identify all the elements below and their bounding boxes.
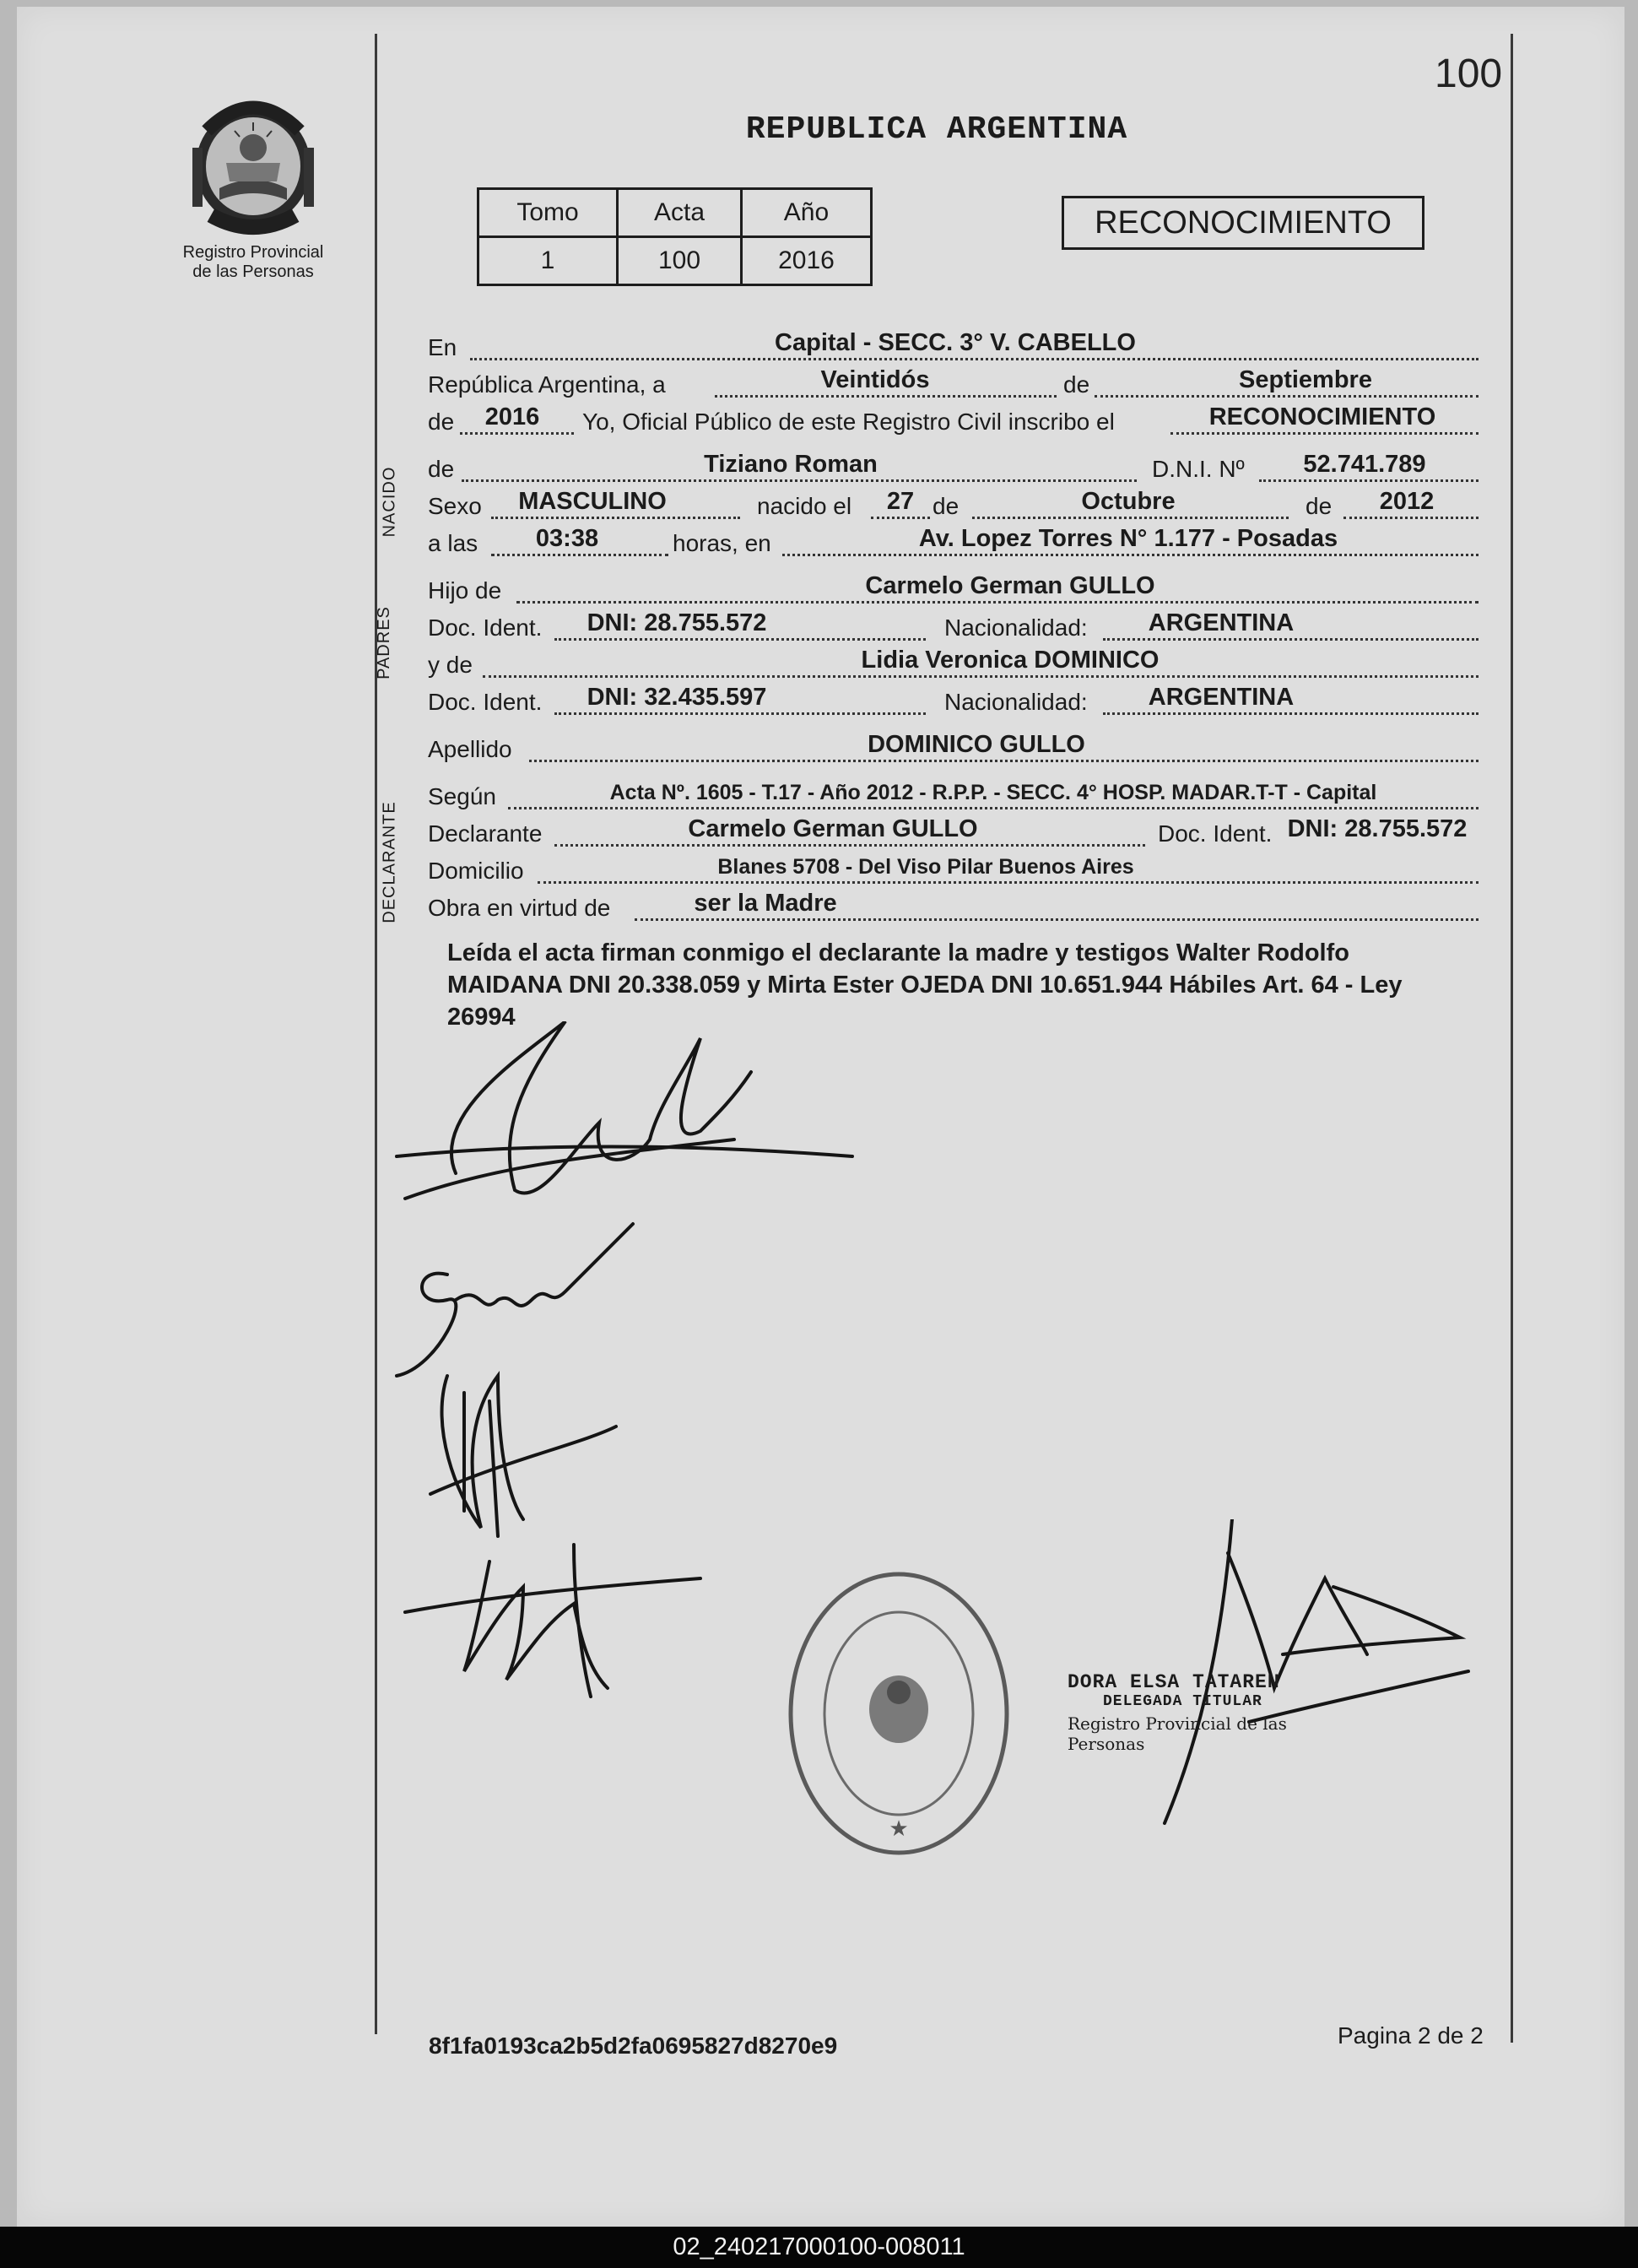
- dotted-line: [1103, 638, 1479, 641]
- label-obra: Obra en virtud de: [428, 895, 611, 921]
- reference-table: [477, 187, 873, 286]
- official-title: DELEGADA TITULAR: [1103, 1693, 1262, 1710]
- official-organization: Registro Provincial de las Personas: [1068, 1713, 1287, 1754]
- svg-text:★: ★: [889, 1816, 909, 1841]
- label-inscribo: Yo, Oficial Público de este Registro Civil inscribo el: [582, 409, 1115, 435]
- dotted-line: [635, 918, 1479, 921]
- dotted-line: [871, 517, 930, 519]
- row-birth-place: [428, 525, 1479, 562]
- dotted-line: [972, 517, 1289, 519]
- row-declarant: [428, 815, 1479, 853]
- value-father-nationality: ARGENTINA: [1148, 609, 1295, 636]
- label-segun: Según: [428, 783, 496, 809]
- label-nacido-el: nacido el: [757, 493, 852, 519]
- official-name: DORA ELSA TATAREN: [1068, 1671, 1280, 1693]
- row-date: [428, 366, 1479, 403]
- logo-caption: [160, 243, 346, 282]
- row-inscription: [428, 403, 1479, 441]
- row-segun: [428, 778, 1479, 815]
- row-child-name: [428, 451, 1479, 488]
- dotted-line: [508, 807, 1479, 809]
- closing-paragraph: Leída el acta firman conmigo el declarante la madre y testigos Walter Rodolfo MAIDANA DNI 20.338.059 y Mirta Ester OJEDA DNI 10.651.944 Hábiles Art. 64 - Ley 26994: [447, 939, 1403, 1031]
- label-a-las: a las: [428, 530, 478, 556]
- file-id-strip: 02_240217000100-008011: [0, 2227, 1638, 2268]
- row-father-doc: [428, 609, 1479, 647]
- dotted-line: [516, 601, 1479, 604]
- row-mother-doc: [428, 684, 1479, 721]
- side-label-padres: PADRES: [374, 606, 393, 679]
- dotted-line: [782, 554, 1479, 556]
- ref-value-tomo: 1: [478, 237, 618, 285]
- document-hash: 8f1fa0193ca2b5d2fa0695827d8270e9: [429, 2033, 838, 2059]
- value-day-words: Veintidós: [820, 366, 930, 393]
- act-type-box: RECONOCIMIENTO: [1062, 196, 1424, 250]
- official-block: [1068, 1671, 1363, 1754]
- left-margin-line: [375, 34, 377, 2034]
- value-declarant: Carmelo German GULLO: [688, 815, 978, 842]
- country-heading: REPUBLICA ARGENTINA: [745, 111, 1128, 148]
- value-birth-year: 2012: [1379, 488, 1435, 515]
- value-mother-name: Lidia Veronica DOMINICO: [861, 647, 1160, 674]
- label-de: de: [428, 409, 455, 435]
- label-en: En: [428, 334, 457, 360]
- row-place: [428, 329, 1479, 366]
- page-number: 100: [1435, 51, 1503, 96]
- row-mother-name: [428, 647, 1479, 684]
- value-month: Septiembre: [1239, 366, 1372, 393]
- value-surname: DOMINICO GULLO: [868, 731, 1085, 758]
- label-apellido: Apellido: [428, 736, 512, 762]
- label-doc-ident: Doc. Ident.: [1158, 820, 1273, 847]
- label-republica: República Argentina, a: [428, 371, 666, 398]
- dotted-line: [1259, 479, 1479, 482]
- value-place: Capital - SECC. 3° V. CABELLO: [775, 329, 1136, 356]
- row-obra: [428, 890, 1479, 927]
- signature-declarant: [397, 1021, 852, 1199]
- value-declarant-doc: DNI: 28.755.572: [1287, 815, 1468, 842]
- dotted-line: [483, 675, 1479, 678]
- value-father-name: Carmelo German GULLO: [865, 572, 1155, 599]
- label-dni: D.N.I. Nº: [1152, 456, 1245, 482]
- side-label-nacido: NACIDO: [380, 466, 399, 538]
- label-horas: horas, en: [673, 530, 771, 556]
- signature-witness-2: [405, 1545, 700, 1697]
- dotted-line: [554, 844, 1145, 847]
- dotted-line: [554, 712, 926, 715]
- value-sex: MASCULINO: [518, 488, 667, 515]
- label-y-de: y de: [428, 652, 473, 678]
- row-birth-date: [428, 488, 1479, 525]
- ref-header-ano: Año: [742, 189, 872, 237]
- row-father-name: [428, 572, 1479, 609]
- value-obra: ser la Madre: [694, 890, 837, 917]
- label-declarante: Declarante: [428, 820, 543, 847]
- logo-caption-line2: de las Personas: [192, 263, 314, 281]
- row-address: [428, 853, 1479, 890]
- label-nacionalidad: Nacionalidad:: [944, 689, 1088, 715]
- value-segun: Acta Nº. 1605 - T.17 - Año 2012 - R.P.P. - SECC. 4° HOSP. MADAR.T-T - Capital: [609, 781, 1377, 804]
- dotted-line: [715, 395, 1057, 398]
- right-margin-line: [1511, 34, 1513, 2043]
- signature-mother: [397, 1224, 633, 1376]
- label-de: de: [933, 493, 960, 519]
- dotted-line: [1170, 432, 1479, 435]
- value-act: RECONOCIMIENTO: [1208, 403, 1436, 430]
- dotted-line: [1095, 395, 1479, 398]
- dotted-line: [491, 517, 740, 519]
- logo-caption-line1: Registro Provincial: [182, 243, 324, 262]
- ref-value-acta: 100: [618, 237, 742, 285]
- side-label-declarante: DECLARANTE: [380, 801, 399, 923]
- registry-seal: [785, 1566, 1013, 1861]
- value-year: 2016: [484, 403, 540, 430]
- label-nacionalidad: Nacionalidad:: [944, 614, 1088, 641]
- ref-header-acta: Acta: [618, 189, 742, 237]
- dotted-line: [1103, 712, 1479, 715]
- signature-witness-1: [430, 1376, 616, 1536]
- dotted-line: [529, 760, 1479, 762]
- value-birth-month: Octubre: [1081, 488, 1176, 515]
- label-domicilio: Domicilio: [428, 858, 524, 884]
- label-de: de: [1306, 493, 1333, 519]
- value-address: Blanes 5708 - Del Viso Pilar Buenos Aires: [717, 855, 1134, 879]
- ref-value-ano: 2016: [742, 237, 872, 285]
- label-de: de: [428, 456, 455, 482]
- dotted-line: [1343, 517, 1479, 519]
- value-birth-day: 27: [886, 488, 915, 515]
- dotted-line: [460, 432, 574, 435]
- dotted-line: [470, 358, 1479, 360]
- dotted-line: [491, 554, 668, 556]
- ref-header-tomo: Tomo: [478, 189, 618, 237]
- label-doc-ident: Doc. Ident.: [428, 689, 543, 715]
- value-birth-place: Av. Lopez Torres N° 1.177 - Posadas: [918, 525, 1338, 552]
- value-mother-doc: DNI: 32.435.597: [587, 684, 767, 711]
- row-surname: [428, 731, 1479, 768]
- value-father-doc: DNI: 28.755.572: [587, 609, 767, 636]
- label-hijo-de: Hijo de: [428, 577, 502, 604]
- value-mother-nationality: ARGENTINA: [1148, 684, 1295, 711]
- value-child-name: Tiziano Roman: [704, 451, 878, 478]
- value-child-dni: 52.741.789: [1303, 451, 1426, 478]
- dotted-line: [554, 638, 926, 641]
- pagination: Pagina 2 de 2: [1338, 2022, 1484, 2049]
- dotted-line: [462, 479, 1137, 482]
- label-sexo: Sexo: [428, 493, 482, 519]
- label-doc-ident: Doc. Ident.: [428, 614, 543, 641]
- label-de: de: [1063, 371, 1090, 398]
- dotted-line: [538, 881, 1479, 884]
- value-birth-time: 03:38: [535, 525, 599, 552]
